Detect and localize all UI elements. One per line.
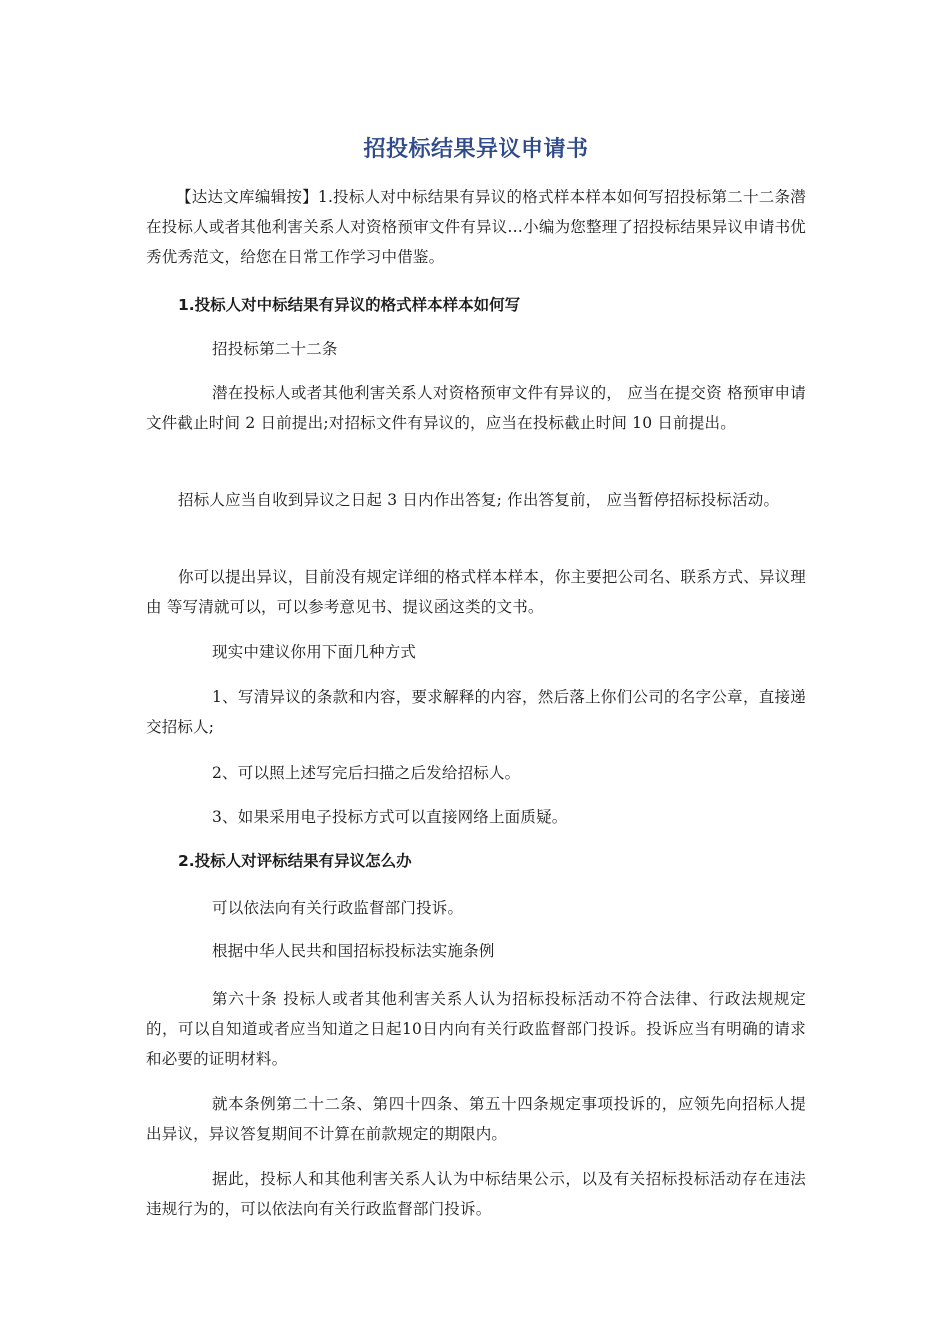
document-title: 招投标结果异议申请书	[363, 137, 589, 162]
paragraph-article-60: 第六十条 投标人或者其他利害关系人认为招标投标活动不符合法律、行政法规规定的，可以自知道或者应当知道之日起10日内向有关行政监督部门投诉。投诉应当有明确的请求和必要的证明材料。	[146, 990, 806, 1068]
method-item-2: 2、可以照上述写完后扫描之后发给招标人。	[212, 764, 521, 782]
paragraph-regulation-reference: 根据中华人民共和国招标投标法实施条例	[212, 942, 495, 960]
paragraph-prequalification-objection: 潜在投标人或者其他利害关系人对资格预审文件有异议的， 应当在提交资 格预审申请文件截止时间 2 日前提出;对招标文件有异议的，应当在投标截止时间 10 日前提出。	[146, 384, 806, 432]
intro-paragraph: 【达达文库编辑按】1.投标人对中标结果有异议的格式样本样本如何写招投标第二十二条潜在投标人或者其他利害关系人对资格预审文件有异议…小编为您整理了招投标结果异议申请书优秀优秀范文，给您在日常工作学习中借鉴。	[146, 188, 806, 266]
method-item-1: 1、写清异议的条款和内容，要求解释的内容，然后落上你们公司的名字公章，直接递交招标人;	[146, 688, 806, 736]
paragraph-conclusion: 据此，投标人和其他利害关系人认为中标结果公示，以及有关招标投标活动存在违法违规行为的，可以依法向有关行政监督部门投诉。	[146, 1170, 806, 1218]
paragraph-suggested-methods: 现实中建议你用下面几种方式	[212, 643, 417, 661]
paragraph-article-22: 招投标第二十二条	[212, 340, 338, 358]
paragraph-objection-first: 就本条例第二十二条、第四十四条、第五十四条规定事项投诉的，应领先向招标人提出异议，异议答复期间不计算在前款规定的期限内。	[146, 1095, 806, 1143]
paragraph-complaint: 可以依法向有关行政监督部门投诉。	[212, 899, 464, 917]
section-heading-1: 1.投标人对中标结果有异议的格式样本样本如何写	[178, 296, 521, 314]
method-item-3: 3、如果采用电子投标方式可以直接网络上面质疑。	[212, 808, 568, 826]
paragraph-reply-deadline: 招标人应当自收到异议之日起 3 日内作出答复; 作出答复前， 应当暂停招标投标活动。	[178, 491, 780, 509]
section-heading-2: 2.投标人对评标结果有异议怎么办	[178, 852, 412, 870]
paragraph-format-advice: 你可以提出异议，目前没有规定详细的格式样本样本，你主要把公司名、联系方式、异议理由 等写清就可以，可以参考意见书、提议函这类的文书。	[146, 568, 807, 616]
